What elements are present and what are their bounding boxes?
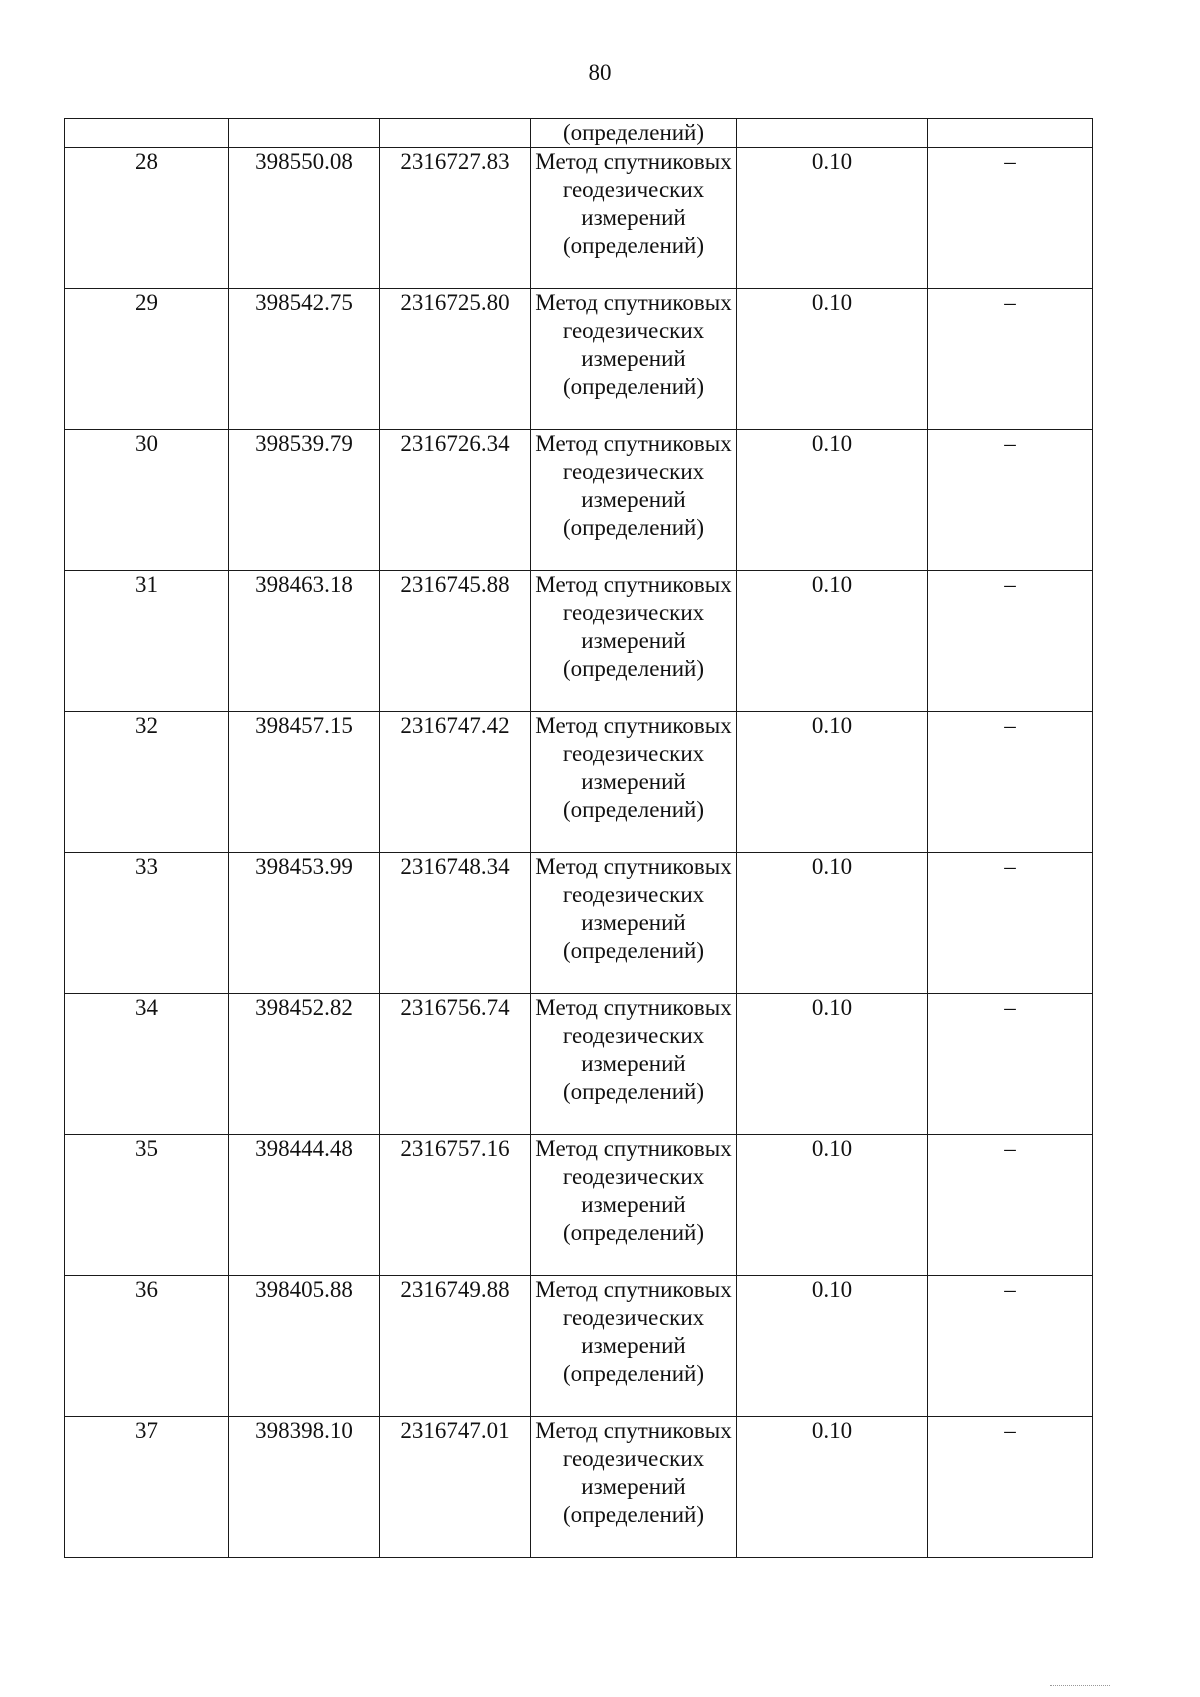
- cell-method: [531, 1276, 737, 1417]
- cell-x: 398453.99: [229, 853, 380, 994]
- cell-x: 398444.48: [229, 1135, 380, 1276]
- table-row: [65, 712, 1093, 853]
- cell-description: –: [928, 1276, 1093, 1417]
- method-text: Метод спутниковых геодезических измерений (определений): [535, 854, 732, 963]
- cell-description: –: [928, 430, 1093, 571]
- table-row: [65, 1417, 1093, 1558]
- cell-x: 398542.75: [229, 289, 380, 430]
- cell-description: –: [928, 712, 1093, 853]
- cell-description: –: [928, 289, 1093, 430]
- cell-method: [531, 712, 737, 853]
- cell-method: [531, 430, 737, 571]
- continuation-row: [65, 119, 1093, 148]
- cell-method: [531, 289, 737, 430]
- method-text: Метод спутниковых геодезических измерений (определений): [535, 149, 732, 258]
- table-row: [65, 289, 1093, 430]
- method-text: Метод спутниковых геодезических измерений (определений): [535, 1277, 732, 1386]
- cell-y: 2316745.88: [380, 571, 531, 712]
- cell-accuracy: 0.10: [737, 571, 928, 712]
- table-row: [65, 1276, 1093, 1417]
- table-row: [65, 571, 1093, 712]
- table-row: [65, 430, 1093, 571]
- cell-method: [531, 1135, 737, 1276]
- method-text: Метод спутниковых геодезических измерений (определений): [535, 995, 732, 1104]
- scan-artifact: [1050, 1685, 1110, 1689]
- method-text: Метод спутниковых геодезических измерений (определений): [535, 431, 732, 540]
- cell-accuracy: 0.10: [737, 853, 928, 994]
- cell-num: 30: [65, 430, 229, 571]
- cell-description: [928, 119, 1093, 148]
- table-row: [65, 1135, 1093, 1276]
- cell-y: 2316749.88: [380, 1276, 531, 1417]
- cell-num: 36: [65, 1276, 229, 1417]
- cell-accuracy: 0.10: [737, 994, 928, 1135]
- cell-num: 29: [65, 289, 229, 430]
- cell-method: (определений): [531, 119, 737, 148]
- cell-num: [65, 119, 229, 148]
- cell-y: 2316748.34: [380, 853, 531, 994]
- cell-method: [531, 571, 737, 712]
- cell-accuracy: 0.10: [737, 289, 928, 430]
- cell-y: 2316747.01: [380, 1417, 531, 1558]
- cell-num: 28: [65, 148, 229, 289]
- table-row: [65, 994, 1093, 1135]
- cell-x: 398457.15: [229, 712, 380, 853]
- cell-accuracy: 0.10: [737, 712, 928, 853]
- cell-y: 2316756.74: [380, 994, 531, 1135]
- cell-accuracy: 0.10: [737, 1135, 928, 1276]
- cell-y: [380, 119, 531, 148]
- page-number: 80: [588, 60, 612, 85]
- cell-description: –: [928, 148, 1093, 289]
- cell-num: 31: [65, 571, 229, 712]
- method-text: Метод спутниковых геодезических измерений (определений): [535, 1418, 732, 1527]
- cell-accuracy: [737, 119, 928, 148]
- cell-accuracy: 0.10: [737, 148, 928, 289]
- cell-accuracy: 0.10: [737, 430, 928, 571]
- cell-y: 2316726.34: [380, 430, 531, 571]
- cell-method: [531, 1417, 737, 1558]
- method-text: Метод спутниковых геодезических измерений (определений): [535, 290, 732, 399]
- cell-y: 2316757.16: [380, 1135, 531, 1276]
- cell-x: [229, 119, 380, 148]
- cell-x: 398539.79: [229, 430, 380, 571]
- cell-num: 34: [65, 994, 229, 1135]
- cell-description: –: [928, 571, 1093, 712]
- table-body: [65, 119, 1093, 1558]
- cell-y: 2316747.42: [380, 712, 531, 853]
- method-text: Метод спутниковых геодезических измерений (определений): [535, 572, 732, 681]
- cell-method: [531, 853, 737, 994]
- cell-num: 37: [65, 1417, 229, 1558]
- table-row: [65, 853, 1093, 994]
- cell-x: 398452.82: [229, 994, 380, 1135]
- cell-x: 398398.10: [229, 1417, 380, 1558]
- table-row: [65, 148, 1093, 289]
- cell-description: –: [928, 994, 1093, 1135]
- cell-num: 33: [65, 853, 229, 994]
- cell-num: 35: [65, 1135, 229, 1276]
- cell-num: 32: [65, 712, 229, 853]
- cell-method: [531, 994, 737, 1135]
- method-text: Метод спутниковых геодезических измерений (определений): [535, 1136, 732, 1245]
- cell-x: 398463.18: [229, 571, 380, 712]
- cell-x: 398405.88: [229, 1276, 380, 1417]
- cell-description: –: [928, 853, 1093, 994]
- cell-description: –: [928, 1417, 1093, 1558]
- cell-y: 2316725.80: [380, 289, 531, 430]
- method-text: Метод спутниковых геодезических измерений (определений): [535, 713, 732, 822]
- cell-accuracy: 0.10: [737, 1417, 928, 1558]
- coordinates-table: [64, 118, 1093, 1558]
- cell-x: 398550.08: [229, 148, 380, 289]
- cell-description: –: [928, 1135, 1093, 1276]
- cell-method: [531, 148, 737, 289]
- cell-accuracy: 0.10: [737, 1276, 928, 1417]
- cell-y: 2316727.83: [380, 148, 531, 289]
